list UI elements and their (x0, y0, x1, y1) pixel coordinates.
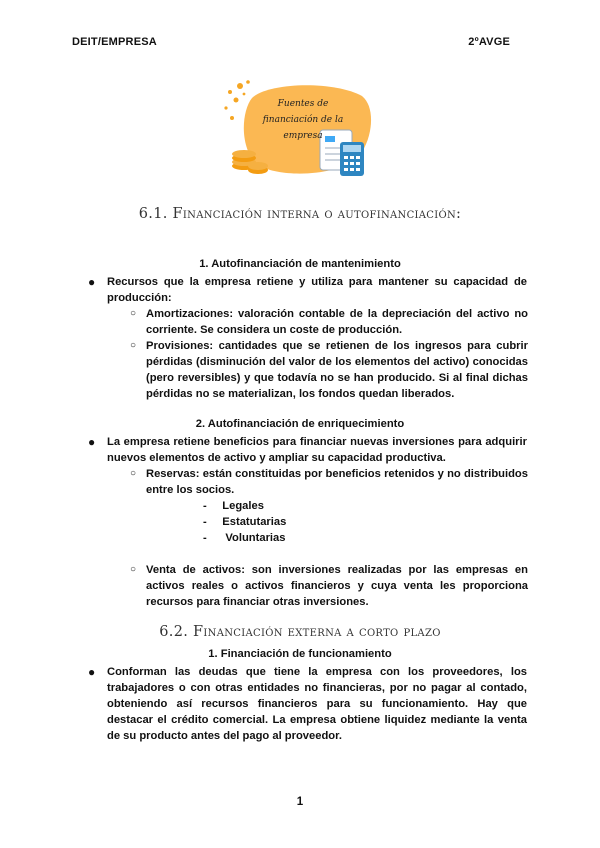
subsection-title: 2. Autofinanciación de enriquecimiento (195, 418, 405, 430)
bullet-text: Conforman las deudas que tiene la empresa con los proveedores, los trabajadores o con otras entidades no financieras, por no pagar al contado, obteniendo así recursos financieros para su funcionamiento. Hay que destacar el crédito comercial. La empresa obtiene liquidez mediante la venta de su producto antes del pago al proveedor. (107, 666, 527, 742)
definition: : cantidades que se retienen de los ingresos para cubrir pérdidas (disminución del valor de los elementos del activo) conocidas (pero reversibles) y que todavía no se han producido. Si al final dichas pérdidas no se materializan, los fondos quedan liberados. (146, 340, 528, 400)
subsection-title: 1. Financiación de funcionamiento (208, 648, 392, 660)
definition: : están constituidas por beneficios retenidos y no distribuidos entre los socios. (146, 468, 528, 496)
header-right: 2ºAVGE (468, 36, 510, 48)
dash-item: - Legales (203, 500, 264, 512)
header-left: DEIT/EMPRESA (72, 36, 157, 48)
list-item-provisiones (146, 338, 528, 402)
page-number: 1 (296, 796, 304, 808)
dash-item: - Estatutarias (203, 516, 287, 528)
banner-text: Fuentes de financiación de la empresa (262, 99, 344, 141)
list-item-reservas (146, 466, 528, 498)
list-item-venta-activos (146, 562, 528, 610)
dash-label: Legales (222, 500, 264, 512)
bullet-icon: ● (88, 275, 96, 289)
section-title-6-1: 6.1. Financiación interna o autofinanciación: (138, 206, 462, 222)
subsection-title: 1. Autofinanciación de mantenimiento (199, 258, 401, 270)
term: Amortizaciones (146, 308, 230, 320)
circle-bullet-icon: ○ (130, 564, 137, 575)
bullet-icon: ● (88, 435, 96, 449)
dash-item: - Voluntarias (203, 532, 286, 544)
term: Venta de activos (146, 564, 242, 576)
list-item-amortizaciones (146, 306, 528, 338)
circle-bullet-icon: ○ (130, 468, 137, 479)
banner-illustration (222, 78, 372, 188)
circle-bullet-icon: ○ (130, 308, 137, 319)
dash-label: Voluntarias (225, 532, 286, 544)
definition: : valoración contable de la depreciación del activo no corriente. Se considera un coste de producción. (146, 308, 528, 336)
bullet-text: La empresa retiene beneficios para financiar nuevas inversiones para adquirir nuevos elementos de activo y ampliar su capacidad productiva. (107, 436, 527, 464)
dash-label: Estatutarias (222, 516, 287, 528)
bullet-text: Recursos que la empresa retiene y utiliza para mantener su capacidad de producción: (107, 276, 527, 304)
definition: : son inversiones realizadas por las empresas en activos reales o activos financieros y cuya venta les proporciona recursos para financiar otras inversiones. (146, 564, 528, 608)
circle-bullet-icon: ○ (130, 340, 137, 351)
finance-banner-icon (222, 78, 372, 188)
bullet-icon: ● (88, 665, 96, 679)
section-title-6-2: 6.2. Financiación externa a corto plazo (159, 624, 441, 640)
term: Reservas (146, 468, 196, 480)
term: Provisiones (146, 340, 210, 352)
